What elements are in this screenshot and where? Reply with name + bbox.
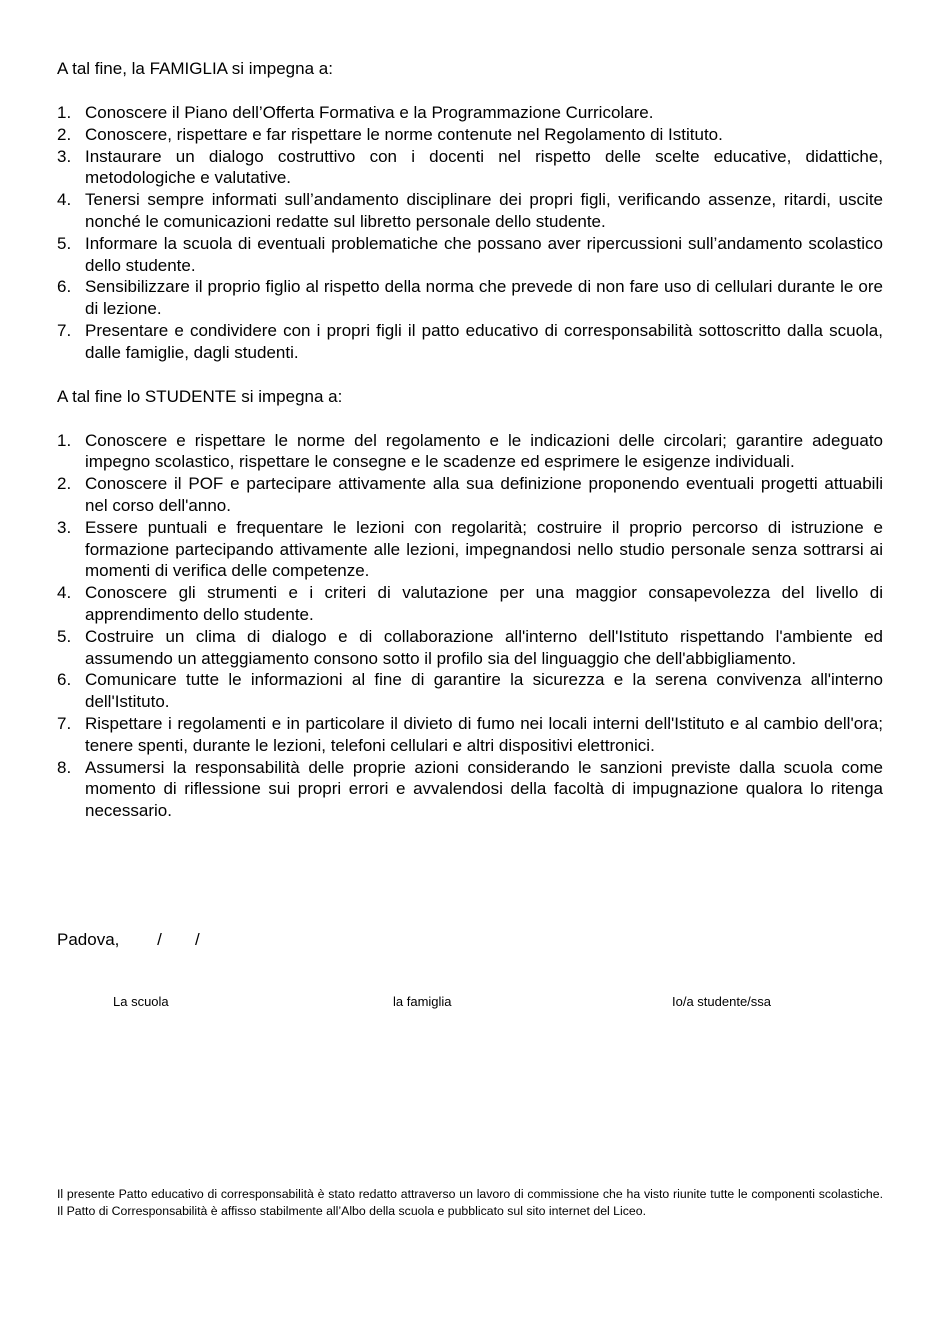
list-item xyxy=(57,713,883,757)
list-item xyxy=(57,626,883,670)
list-item xyxy=(57,146,883,190)
list-item xyxy=(57,320,883,364)
item-text: Conoscere il Piano dell’Offerta Formativa e la Programmazione Curricolare. xyxy=(85,103,654,122)
list-item xyxy=(57,517,883,582)
list-item xyxy=(57,233,883,277)
item-number: 5. xyxy=(57,233,72,253)
signature-row xyxy=(0,994,940,1014)
item-number: 8. xyxy=(57,757,72,777)
famiglia-intro: A tal fine, la FAMIGLIA si impegna a: xyxy=(57,59,333,78)
list-item xyxy=(57,669,883,713)
item-number: 1. xyxy=(57,430,72,450)
list-item xyxy=(57,473,883,517)
item-text: Sensibilizzare il proprio figlio al rispetto della norma che prevede di non fare uso di cellulari durante le ore di lezione. xyxy=(85,277,883,319)
item-text: Comunicare tutte le informazioni al fine di garantire la sicurezza e la serena convivenza all'interno dell'Istituto. xyxy=(85,670,883,712)
item-number: 5. xyxy=(57,626,72,646)
studente-commitments-list xyxy=(57,430,883,822)
item-text: Rispettare i regolamenti e in particolare il divieto di fumo nei locali interni dell'Istituto e al cambio dell'ora; tenere spenti, durante le lezioni, telefoni cellulari e altri dispositivi elettronici. xyxy=(85,713,883,755)
item-number: 3. xyxy=(57,146,72,166)
item-text: Conoscere, rispettare e far rispettare le norme contenute nel Regolamento di Istituto. xyxy=(85,124,723,144)
signature-label-school: La scuola xyxy=(113,994,169,1009)
item-number: 6. xyxy=(57,277,72,297)
list-item xyxy=(57,276,883,320)
item-text: Informare la scuola di eventuali problematiche che possano aver ripercussioni sull’andamento scolastico dello studente. xyxy=(85,233,883,275)
place-date-line: Padova, / / xyxy=(57,930,200,949)
item-text: Costruire un clima di dialogo e di collaborazione all'interno dell'Istituto rispettando l'ambiente ed assumendo un atteggiamento consono sotto il profilo sia del linguaggio che dell'abbigliamento. xyxy=(85,626,883,668)
list-item xyxy=(57,189,883,233)
item-text: Tenersi sempre informati sull’andamento disciplinare dei propri figli, verificando assenze, ritardi, uscite nonché le comunicazioni redatte sul libretto personale dello studente. xyxy=(85,190,883,231)
item-text: Conoscere gli strumenti e i criteri di valutazione per una maggior consapevolezza del livello di apprendimento dello studente. xyxy=(85,583,883,624)
item-text: Presentare e condividere con i propri figli il patto educativo di corresponsabilità sottoscritto dalla scuola, dalle famiglie, dagli studenti. xyxy=(85,320,883,362)
item-number: 2. xyxy=(57,124,72,144)
list-item xyxy=(57,430,883,474)
item-text: Conoscere il POF e partecipare attivamente alla sua definizione proponendo eventuali progetti attuabili nel corso dell'anno. xyxy=(85,474,883,515)
list-item xyxy=(57,102,883,124)
item-number: 4. xyxy=(57,583,72,603)
list-item xyxy=(57,124,883,146)
item-number: 7. xyxy=(57,713,72,733)
list-item xyxy=(57,582,883,626)
item-number: 7. xyxy=(57,320,72,340)
item-number: 4. xyxy=(57,190,72,210)
item-text: Conoscere e rispettare le norme del regolamento e le indicazioni delle circolari; garantire adeguato impegno scolastico, rispettare le consegne e le scadenze ed esprimere le esigenze individuali. xyxy=(85,430,883,472)
signature-label-student: Io/a studente/ssa xyxy=(672,994,772,1009)
item-text: Essere puntuali e frequentare le lezioni con regolarità; costruire il proprio percorso di istruzione e formazione partecipando attivamente alle lezioni, impegnandosi nello studio personale senza sottrarsi ai momenti di verifica delle competenze. xyxy=(85,517,883,581)
footer-note: Il presente Patto educativo di corresponsabilità è stato redatto attraverso un lavoro di commissione che ha visto riunite tutte le componenti scolastiche. Il Patto di Corresponsabilità è affisso stabilmente all’Albo della scuola e pubblicato sul sito internet del Liceo. xyxy=(57,1187,883,1218)
list-item xyxy=(57,757,883,822)
item-text: Assumersi la responsabilità delle proprie azioni considerando le sanzioni previste dalla scuola come momento di riflessione sui propri errori e avvalendosi della facoltà di impugnazione qualora lo ritenga necessario. xyxy=(85,757,883,821)
item-text: Instaurare un dialogo costruttivo con i docenti nel rispetto delle scelte educative, didattiche, metodologiche e valutative. xyxy=(85,146,883,188)
studente-intro: A tal fine lo STUDENTE si impegna a: xyxy=(57,386,343,406)
item-number: 1. xyxy=(57,103,72,122)
document-body xyxy=(57,58,883,844)
item-number: 2. xyxy=(57,474,72,494)
signature-label-family: la famiglia xyxy=(393,994,452,1009)
famiglia-commitments-list xyxy=(57,102,883,364)
item-number: 3. xyxy=(57,517,72,537)
item-number: 6. xyxy=(57,670,72,690)
